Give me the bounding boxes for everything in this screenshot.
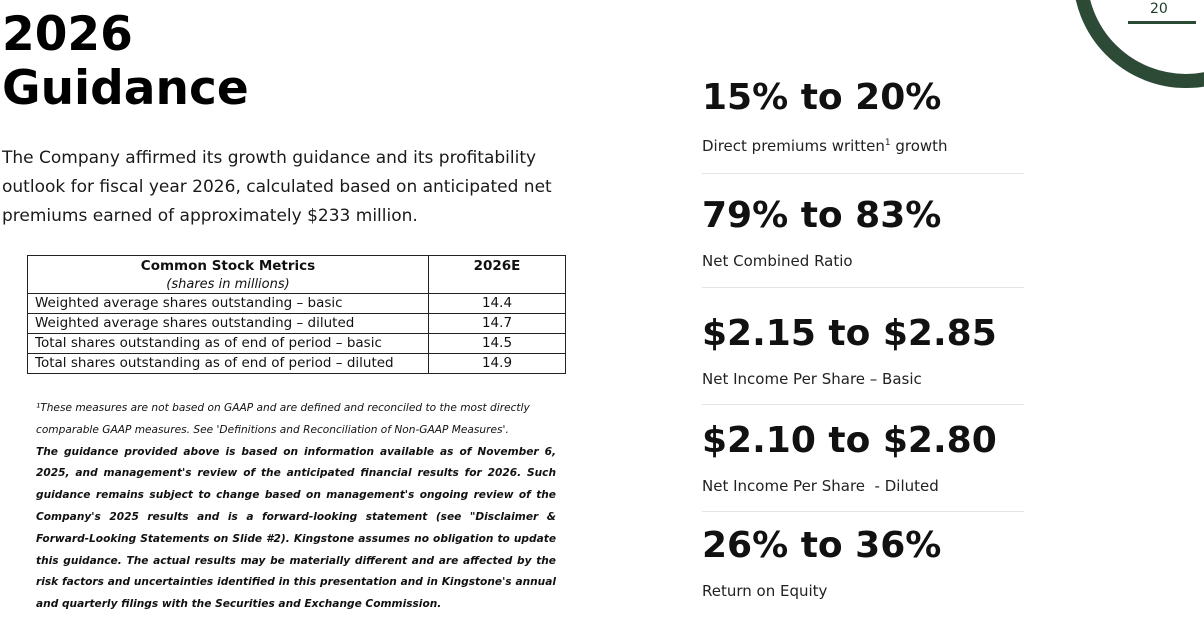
kpi-label: Net Combined Ratio — [702, 252, 853, 270]
decorative-ring — [1073, 0, 1204, 88]
footnotes — [36, 398, 556, 616]
kpi-divider — [702, 287, 1024, 288]
page-title — [2, 8, 249, 116]
intro-paragraph: The Company affirmed its growth guidance and its profitability outlook for fiscal year 2026, calculated based on anticipated net premiums earned of approximately $233 million. — [2, 148, 552, 226]
footnote-guidance-disclaimer: The guidance provided above is based on information available as of November 6, 2025, and management's review of the anticipated financial results for 2026. Such guidance remains subject to change based on management's ongoing review of the Company's 2025 results and is a forward-looking statement (see "Disclaimer & Forward-Looking Statements on Slide #2). Kingstone assumes no obligation to update this guidance. The actual results may be materially different and are affected by the risk factors and uncertainties identified in this presentation and in Kingstone's annual and quarterly filings with the Securities and Exchange Commission. — [36, 445, 556, 611]
kpi-label-text: Direct premiums written — [702, 137, 885, 155]
kpi-divider — [702, 404, 1024, 405]
kpi-label: Return on Equity — [702, 582, 828, 600]
table-header-row — [28, 256, 566, 294]
table-row — [28, 294, 566, 314]
table-header-metric-label: Common Stock Metrics — [140, 258, 316, 274]
kpi-label: Net Income Per Share – Basic — [702, 370, 922, 388]
page-number-rule — [1128, 21, 1196, 24]
kpi-value: 15% to 20% — [702, 77, 942, 118]
table-cell-label: Total shares outstanding as of end of period – diluted — [28, 354, 429, 374]
kpi-value: 26% to 36% — [702, 525, 942, 566]
footnote-non-gaap: ¹These measures are not based on GAAP and are defined and reconciled to the most directly comparable GAAP measures. See 'Definitions and Reconciliation of Non-GAAP Measures'. — [36, 402, 530, 436]
table-row — [28, 314, 566, 334]
title-word: Guidance — [2, 61, 249, 116]
table-cell-value: 14.5 — [429, 334, 566, 354]
table-cell-label: Weighted average shares outstanding – basic — [28, 294, 429, 314]
table-row — [28, 334, 566, 354]
table-cell-value: 14.4 — [429, 294, 566, 314]
kpi-label: Net Income Per Share - Diluted — [702, 477, 939, 495]
table-cell-value: 14.9 — [429, 354, 566, 374]
table-header-value: 2026E — [429, 256, 566, 294]
kpi-value: $2.10 to $2.80 — [702, 420, 997, 461]
common-stock-metrics-table — [27, 255, 566, 374]
title-year: 2026 — [2, 7, 133, 62]
kpi-label-suffix: growth — [890, 137, 948, 155]
table-cell-label: Weighted average shares outstanding – diluted — [28, 314, 429, 334]
table-row — [28, 354, 566, 374]
table-header-metric — [28, 256, 429, 294]
kpi-footnote-marker: 1 — [884, 138, 891, 148]
kpi-value: $2.15 to $2.85 — [702, 313, 997, 354]
kpi-divider — [702, 173, 1024, 174]
kpi-divider — [702, 511, 1024, 512]
table-header-metric-unit: (shares in millions) — [166, 277, 290, 292]
kpi-label — [702, 133, 948, 156]
kpi-value: 79% to 83% — [702, 195, 942, 236]
page-number: 20 — [1150, 1, 1168, 17]
table-cell-label: Total shares outstanding as of end of period – basic — [28, 334, 429, 354]
table-cell-value: 14.7 — [429, 314, 566, 334]
